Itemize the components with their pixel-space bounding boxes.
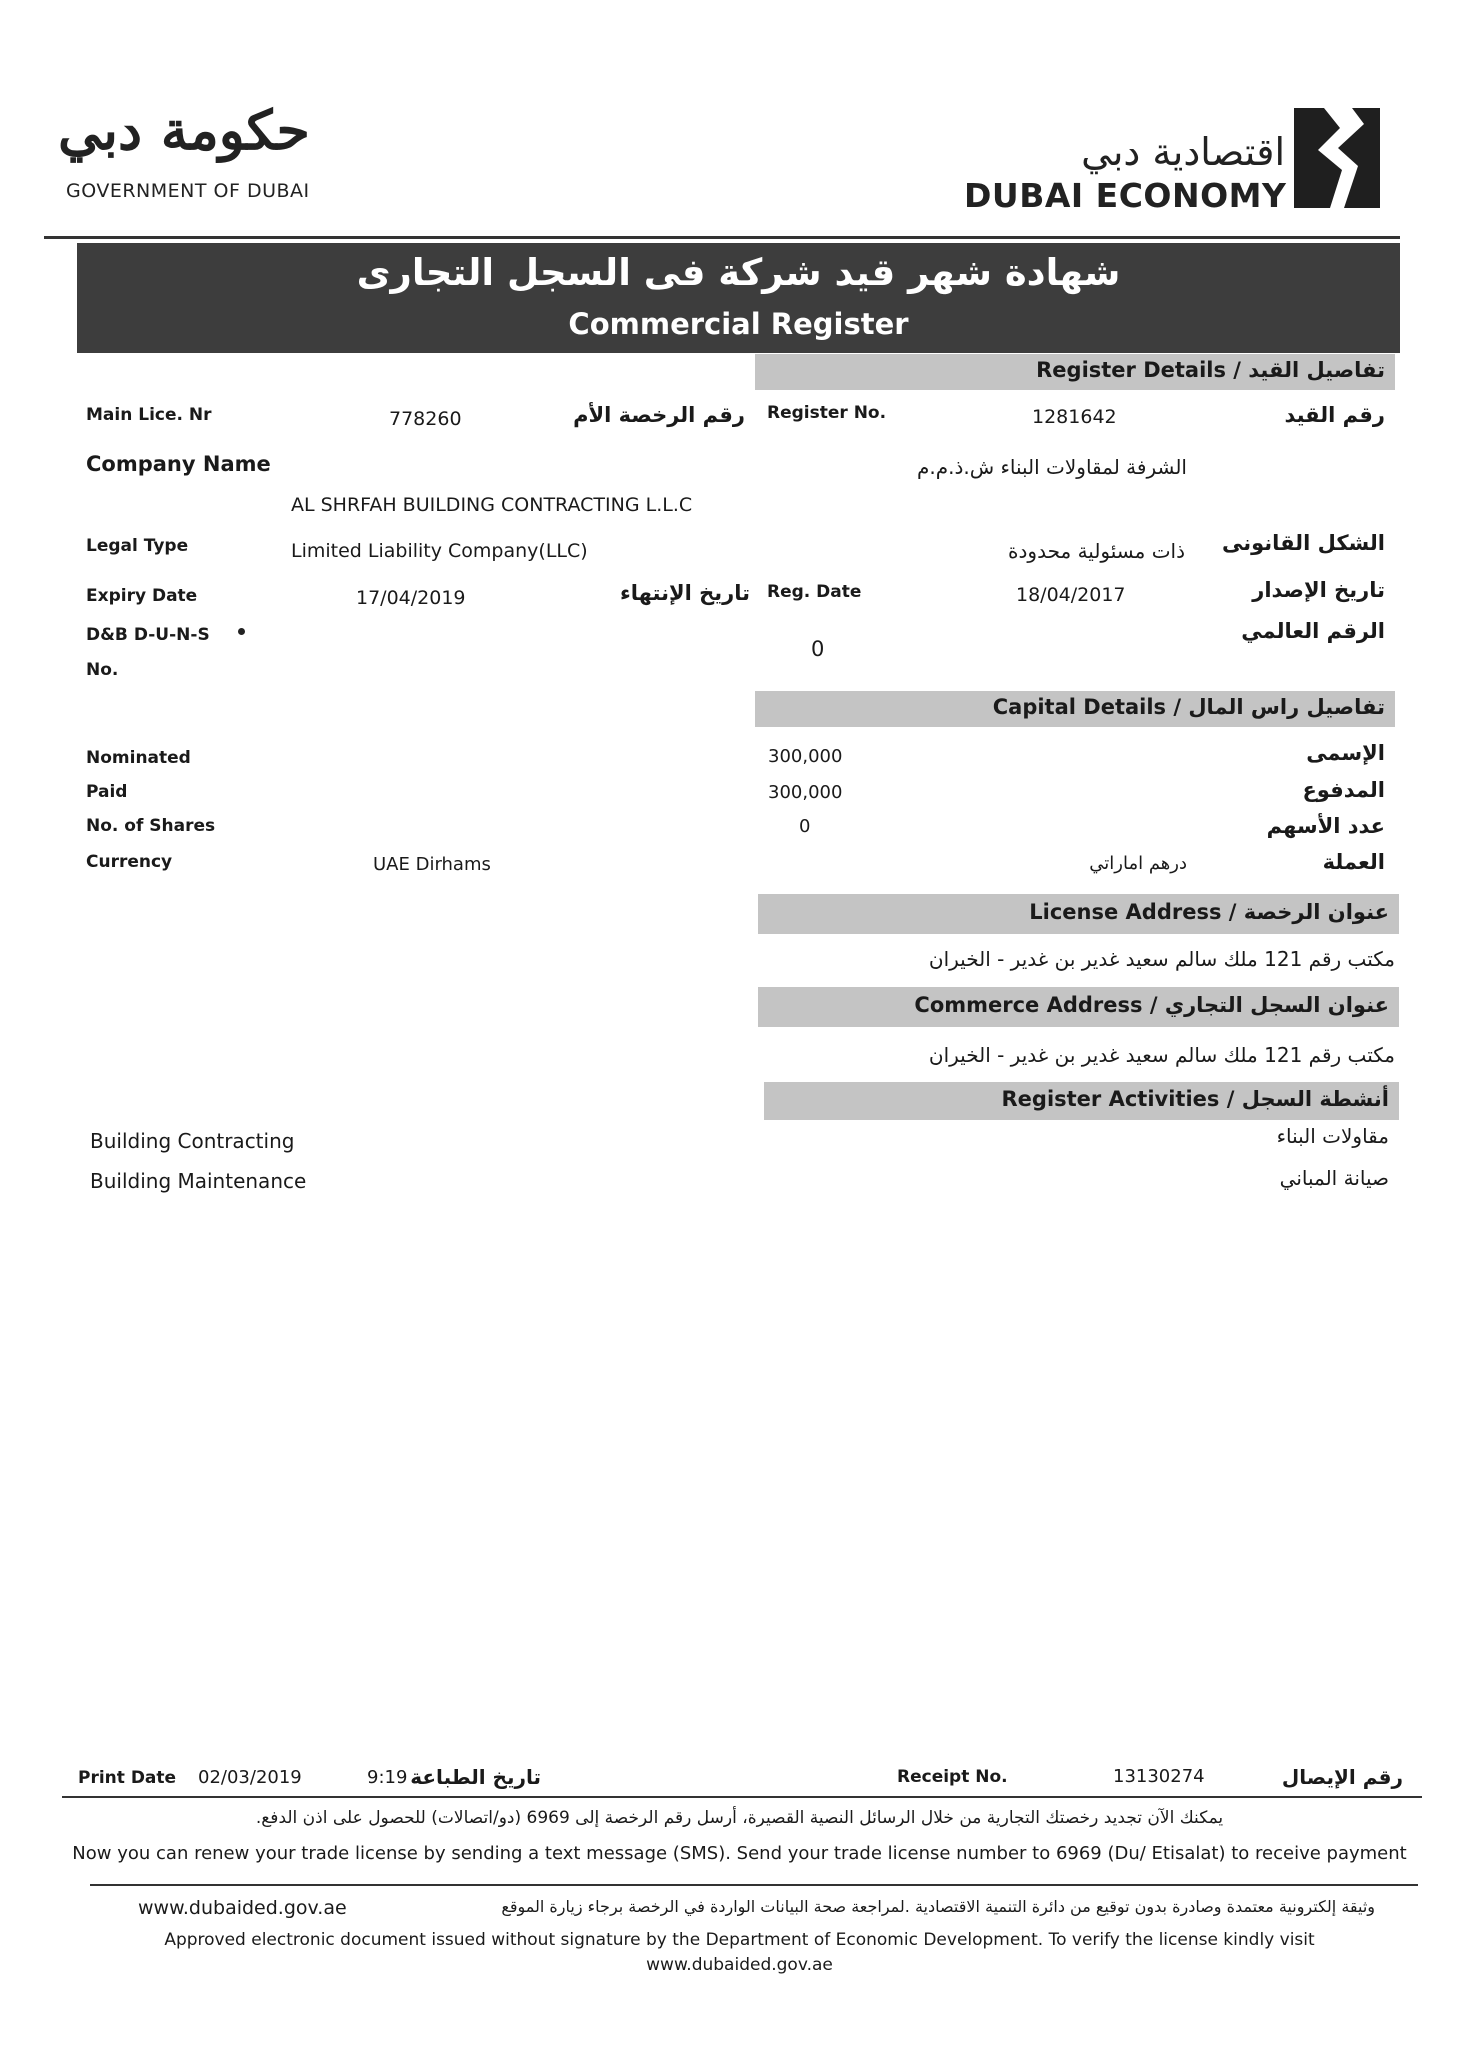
banner-title-arabic: شهادة شهر قيد شركة فى السجل التجارى <box>356 251 1121 294</box>
activity-1-ar: مقاولات البناء <box>1276 1124 1389 1148</box>
website-link-2[interactable]: www.dubaided.gov.ae <box>646 1955 833 1975</box>
register-details-title: تفاصيل القيد / Register Details <box>1036 358 1385 382</box>
main-lic-value: 778260 <box>389 408 462 430</box>
paid-label-ar: المدفوع <box>1302 778 1385 802</box>
license-address-bar <box>758 894 1399 934</box>
expiry-date-label-ar: تاريخ الإنتهاء <box>620 581 750 605</box>
legal-type-value: Limited Liability Company(LLC) <box>291 540 588 562</box>
print-time: 9:19 <box>367 1767 408 1788</box>
dubai-economy-logo-icon <box>1294 108 1380 208</box>
capital-details-title: تفاصيل راس المال / Capital Details <box>992 695 1385 719</box>
register-no-label-ar: رقم القيد <box>1284 403 1385 427</box>
nominated-value: 300,000 <box>768 746 843 767</box>
receipt-label: Receipt No. <box>897 1767 1008 1787</box>
company-name-label: Company Name <box>86 452 271 476</box>
duns-label-2: No. <box>86 660 119 680</box>
reg-date-label: Reg. Date <box>767 582 862 602</box>
receipt-label-ar: رقم الإيصال <box>1281 1765 1403 1789</box>
commerce-address-value: مكتب رقم 121 ملك سالم سعيد غدير بن غدير - الخيران <box>928 1043 1395 1067</box>
reg-date-value: 18/04/2017 <box>1016 584 1126 606</box>
company-name-ar: الشرفة لمقاولات البناء ش.ذ.م.م <box>916 455 1187 479</box>
header-divider <box>44 236 1400 239</box>
legal-type-label: Legal Type <box>86 536 189 556</box>
sms-notice-en: Now you can renew your trade license by sending a text message (SMS). Send your trade license number to 6969 (Du/ Etisalat) to receive payment <box>72 1843 1407 1864</box>
banner-title-english: Commercial Register <box>568 307 909 341</box>
duns-label: D&B D-U-N-S <box>86 625 210 645</box>
gov-logo-arabic: حكومة دبي <box>58 98 310 162</box>
nominated-label: Nominated <box>86 748 191 768</box>
receipt-value: 13130274 <box>1113 1766 1205 1787</box>
activity-2-ar: صيانة المباني <box>1279 1166 1389 1190</box>
footer-divider-2 <box>90 1884 1418 1886</box>
expiry-date-value: 17/04/2019 <box>356 587 466 609</box>
currency-value: UAE Dirhams <box>373 854 491 875</box>
main-lic-label: Main Lice. Nr <box>86 405 212 425</box>
shares-label: No. of Shares <box>86 816 216 836</box>
license-address-title: عنوان الرخصة / License Address <box>1029 900 1389 924</box>
activity-2-en: Building Maintenance <box>90 1169 307 1193</box>
currency-label: Currency <box>86 852 173 872</box>
license-address-value: مكتب رقم 121 ملك سالم سعيد غدير بن غدير - الخيران <box>928 947 1395 971</box>
print-date-label-ar: تاريخ الطباعة <box>410 1765 541 1789</box>
main-lic-label-ar: رقم الرخصة الأم <box>573 403 745 427</box>
capital-details-bar <box>755 691 1395 727</box>
commerce-address-bar <box>758 987 1399 1027</box>
register-activities-title: أنشطة السجل / Register Activities <box>1001 1087 1389 1111</box>
company-name-en: AL SHRFAH BUILDING CONTRACTING L.L.C <box>291 494 693 516</box>
website-link[interactable]: www.dubaided.gov.ae <box>138 1897 347 1919</box>
shares-label-ar: عدد الأسهم <box>1266 814 1385 838</box>
legal-type-value-ar: ذات مسئولية محدودة <box>1008 539 1185 563</box>
duns-label-ar: الرقم العالمي <box>1241 619 1385 643</box>
title-banner <box>77 243 1400 353</box>
shares-value: 0 <box>799 816 811 837</box>
gov-name: GOVERNMENT OF DUBAI <box>66 180 310 202</box>
register-no-label: Register No. <box>767 403 887 423</box>
print-date-label: Print Date <box>78 1768 177 1788</box>
economy-arabic: اقتصادية دبي <box>1081 130 1285 174</box>
duns-value: 0 <box>811 637 825 661</box>
verify-notice-ar: وثيقة إلكترونية معتمدة وصادرة بدون توقيع من دائرة التنمية الاقتصادية .لمراجعة صحة البيانات الواردة في الرخصة برجاء زيارة الموقع <box>501 1897 1375 1916</box>
paid-value: 300,000 <box>768 782 843 803</box>
register-details-bar <box>755 354 1395 390</box>
footer-divider-1 <box>62 1796 1422 1798</box>
legal-type-label-ar: الشكل القانونى <box>1222 531 1385 555</box>
expiry-date-label: Expiry Date <box>86 586 198 606</box>
reg-date-label-ar: تاريخ الإصدار <box>1252 578 1385 602</box>
paid-label: Paid <box>86 782 128 802</box>
print-date-value: 02/03/2019 <box>198 1767 302 1788</box>
sms-notice-ar: يمكنك الآن تجديد رخصتك التجارية من خلال الرسائل النصية القصيرة، أرسل رقم الرخصة إلى 6969 (دو/اتصالات) للحصول على اذن الدفع. <box>255 1808 1224 1828</box>
currency-label-ar: العملة <box>1322 850 1385 874</box>
nominated-label-ar: الإسمى <box>1306 741 1385 765</box>
economy-name: DUBAI ECONOMY <box>964 176 1287 215</box>
register-no-value: 1281642 <box>1032 406 1117 428</box>
bullet-icon <box>238 628 245 635</box>
commerce-address-title: عنوان السجل التجاري / Commerce Address <box>914 993 1389 1017</box>
currency-value-ar: درهم اماراتي <box>1089 853 1187 874</box>
activity-1-en: Building Contracting <box>90 1129 295 1153</box>
register-activities-bar <box>764 1082 1399 1120</box>
verify-notice-en: Approved electronic document issued without signature by the Department of Economic Development. To verify the license kindly visit <box>164 1930 1315 1950</box>
